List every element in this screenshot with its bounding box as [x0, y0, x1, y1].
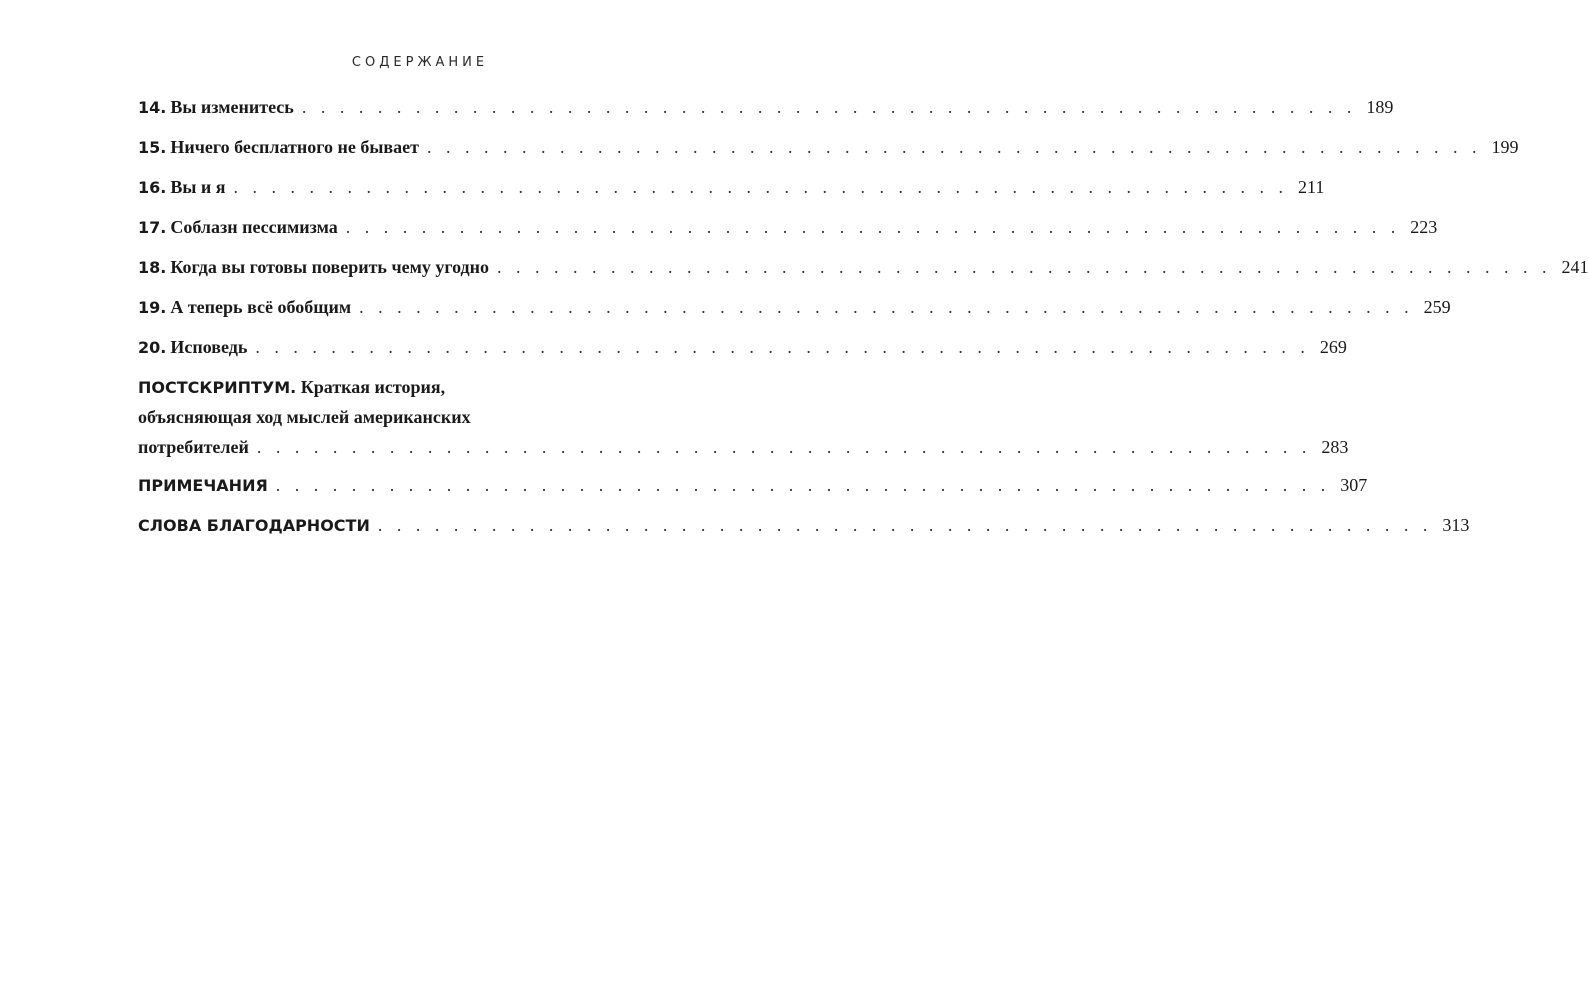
dot-leader: . . . . . . . . . . . . . . . . . . . . . . . . . . . . . . . . . . . . . . . . . . . . . . . . . . . . . . . . [255, 337, 1310, 357]
chapter-title: Исповедь [170, 337, 248, 357]
postscript-title-part-3: потребителей [138, 437, 249, 457]
page-number: 189 [1366, 97, 1394, 117]
table-of-contents [138, 92, 1589, 550]
page-number: 307 [1340, 475, 1368, 495]
acknowledgments-title: СЛОВА БЛАГОДАРНОСТИ [138, 516, 370, 535]
chapter-number: 18. [138, 258, 167, 277]
postscript-line-1 [138, 372, 702, 402]
page-number: 211 [1298, 177, 1325, 197]
chapter-number: 14. [138, 98, 167, 117]
postscript-label: ПОСТСКРИПТУМ. [138, 378, 297, 397]
chapter-title: Вы и я [170, 177, 226, 197]
chapter-number: 19. [138, 298, 167, 317]
toc-entry[interactable] [138, 292, 1451, 332]
dot-leader: . . . . . . . . . . . . . . . . . . . . . . . . . . . . . . . . . . . . . . . . . . . . . . . . . . . . . . . . [233, 177, 1289, 197]
chapter-title: А теперь всё обобщим [170, 297, 352, 317]
toc-entry[interactable] [138, 332, 1347, 372]
dot-leader: . . . . . . . . . . . . . . . . . . . . . . . . . . . . . . . . . . . . . . . . . . . . . . . . . . . . . . . . [426, 137, 1482, 157]
toc-entry-acknowledgments[interactable] [138, 510, 1470, 550]
toc-entry[interactable] [138, 172, 1325, 212]
dot-leader: . . . . . . . . . . . . . . . . . . . . . . . . . . . . . . . . . . . . . . . . . . . . . . . . . . . . . . . . [497, 257, 1552, 277]
page-header: СОДЕРЖАНИЕ [351, 55, 489, 70]
dot-leader: . . . . . . . . . . . . . . . . . . . . . . . . . . . . . . . . . . . . . . . . . . . . . . . . . . . . . . . . [275, 475, 1331, 495]
chapter-number: 17. [138, 218, 167, 237]
page-number: 269 [1319, 337, 1347, 357]
dot-leader: . . . . . . . . . . . . . . . . . . . . . . . . . . . . . . . . . . . . . . . . . . . . . . . . . . . . . . . . [359, 297, 1414, 317]
postscript-title-part-1: Краткая история, [296, 377, 446, 397]
chapter-number: 16. [138, 178, 167, 197]
toc-entry-notes[interactable] [138, 470, 1368, 510]
toc-entry[interactable] [138, 132, 1519, 172]
page-number: 199 [1491, 137, 1519, 157]
dot-leader: . . . . . . . . . . . . . . . . . . . . . . . . . . . . . . . . . . . . . . . . . . . . . . . . . . . . . . . . [377, 515, 1433, 535]
page-number: 313 [1442, 515, 1470, 535]
chapter-title: Когда вы готовы поверить чему угодно [170, 257, 490, 277]
chapter-number: 20. [138, 338, 167, 357]
chapter-title: Ничего бесплатного не бывает [170, 137, 419, 157]
postscript-line-3 [138, 432, 1349, 462]
dot-leader: . . . . . . . . . . . . . . . . . . . . . . . . . . . . . . . . . . . . . . . . . . . . . . . . . . . . . . . . [256, 437, 1312, 457]
page-number: 259 [1423, 297, 1451, 317]
notes-title: ПРИМЕЧАНИЯ [138, 476, 268, 495]
chapter-title: Соблазн пессимизма [170, 217, 338, 237]
postscript-title-part-2: объясняющая ход мыслей американских [138, 407, 471, 427]
toc-entry[interactable] [138, 92, 1394, 132]
toc-entry[interactable] [138, 252, 1589, 292]
dot-leader: . . . . . . . . . . . . . . . . . . . . . . . . . . . . . . . . . . . . . . . . . . . . . . . . . . . . . . . . [345, 217, 1401, 237]
dot-leader: . . . . . . . . . . . . . . . . . . . . . . . . . . . . . . . . . . . . . . . . . . . . . . . . . . . . . . . . [301, 97, 1357, 117]
chapter-title: Вы изменитесь [170, 97, 294, 117]
page-number: 241 [1561, 257, 1589, 277]
toc-entry-postscript[interactable] [138, 372, 1349, 462]
page-number: 283 [1321, 437, 1349, 457]
chapter-number: 15. [138, 138, 167, 157]
toc-entry[interactable] [138, 212, 1438, 252]
page-number: 223 [1410, 217, 1438, 237]
